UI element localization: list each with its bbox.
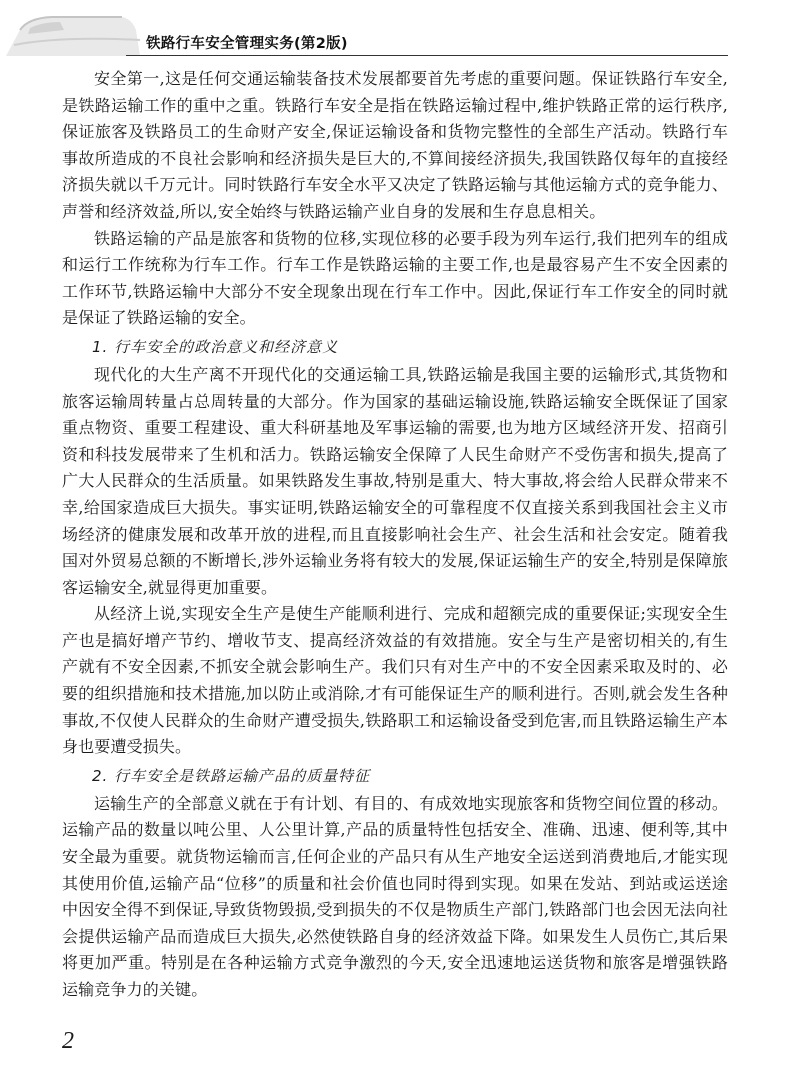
paragraph-4: 从经济上说,实现安全生产是使生产能顺利进行、完成和超额完成的重要保证;实现安全生产也是搞好增产节约、增收节支、提高经济效益的有效措施。安全与生产是密切相关的,有生产就有不安全因素,不抓安全就会影响生产。我们只有对生产中的不安全因素采取及时的、必要的组织措施和技术措施,加以防止或消除,才有可能保证生产的顺利进行。否则,就会发生各种事故,不仅使人民群众的生命财产遭受损失,铁路职工和运输设备受到危害,而且铁路运输生产本身也要遭受损失。: [62, 604, 728, 757]
running-title: 铁路行车安全管理实务(第2版): [146, 36, 348, 52]
paragraph-3: 现代化的大生产离不开现代化的交通运输工具,铁路运输是我国主要的运输形式,其货物和旅客运输周转量占总周转量的大部分。作为国家的基础运输设施,铁路运输安全既保证了国家重点物资、重要工程建设、重大科研基地及军事运输的需要,也为地方区域经济开发、招商引资和科技发展带来了生机和活力。铁路运输安全保障了人民生命财产不受伤害和损失,提高了广大人民群众的生活质量。如果铁路发生事故,特别是重大、特大事故,将会给人民群众带来不幸,给国家造成巨大损失。事实证明,铁路运输安全的可靠程度不仅直接关系到我国社会主义市场经济的健康发展和改革开放的进程,而且直接影响社会生产、社会生活和社会安定。随着我国对外贸易总额的不断增长,涉外运输业务将有较大的发展,保证运输生产的安全,特别是保障旅客运输安全,就显得更加重要。: [62, 364, 728, 597]
running-header: [0, 0, 790, 60]
paragraph-2: 铁路运输的产品是旅客和货物的位移,实现位移的必要手段为列车运行,我们把列车的组成和运行工作统称为行车工作。行车工作是铁路运输的主要工作,也是最容易产生不安全因素的工作环节,铁路运输中大部分不安全现象出现在行车工作中。因此,保证行车工作安全的同时就是保证了铁路运输的安全。: [62, 228, 728, 328]
section-heading-2: 2. 行车安全是铁路运输产品的质量特征: [92, 766, 371, 785]
header-rule: [126, 55, 728, 56]
paragraph-1: 安全第一,这是任何交通运输装备技术发展都要首先考虑的重要问题。保证铁路行车安全,是铁路运输工作的重中之重。铁路行车安全是指在铁路运输过程中,维护铁路正常的运行秩序,保证旅客及铁路员工的生命财产安全,保证运输设备和货物完整性的全部生产活动。铁路行车事故所造成的不良社会影响和经济损失是巨大的,不算间接经济损失,我国铁路仅每年的直接经济损失就以千万元计。同时铁路行车安全水平又决定了铁路运输与其他运输方式的竞争能力、声誉和经济效益,所以,安全始终与铁路运输产业自身的发展和生存息息相关。: [62, 69, 728, 221]
page-number: 2: [62, 1028, 74, 1054]
train-emblem-icon: [0, 0, 150, 60]
section-heading-1: 1. 行车安全的政治意义和经济意义: [92, 337, 339, 356]
page-body: [62, 66, 728, 1004]
paragraph-5: 运输生产的全部意义就在于有计划、有目的、有成效地实现旅客和货物空间位置的移动。运输产品的数量以吨公里、人公里计算,产品的质量特性包括安全、准确、迅速、便利等,其中安全最为重要。就货物运输而言,任何企业的产品只有从生产地安全运送到消费地后,才能实现其使用价值,运输产品“位移”的质量和社会价值也同时得到实现。如果在发站、到站或运送途中因安全得不到保证,导致货物毁损,受到损失的不仅是物质生产部门,铁路部门也会因无法向社会提供运输产品而造成巨大损失,必然使铁路自身的经济效益下降。如果发生人员伤亡,其后果将更加严重。特别是在各种运输方式竞争激烈的今天,安全迅速地运送货物和旅客是增强铁路运输竞争力的关键。: [62, 793, 728, 999]
